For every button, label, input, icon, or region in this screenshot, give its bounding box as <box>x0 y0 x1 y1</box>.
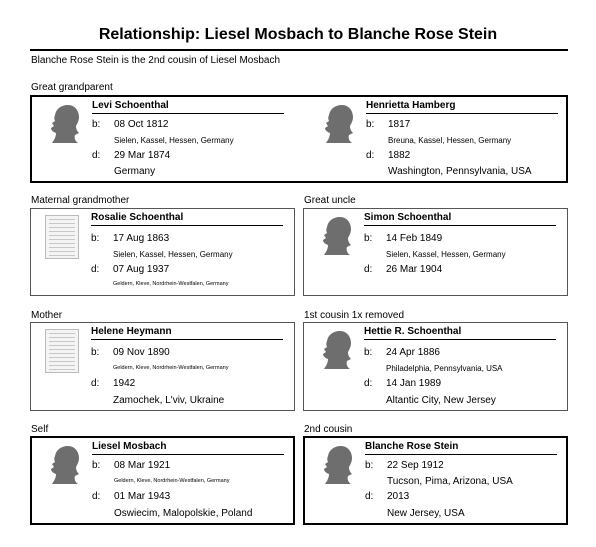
person-card-hettie[interactable] <box>303 322 568 411</box>
birth-date: 08 Oct 1812 <box>114 119 169 130</box>
person-name: Liesel Mosbach <box>92 441 284 455</box>
death-place: Washington, Pennsylvania, USA <box>388 166 532 177</box>
person-name: Blanche Rose Stein <box>365 441 557 455</box>
birth-label: b: <box>364 347 373 358</box>
birth-place: Sielen, Kassel, Hessen, Germany <box>386 250 506 259</box>
label-great-uncle: Great uncle <box>304 195 356 206</box>
death-date: 1942 <box>113 378 136 389</box>
birth-date: 17 Aug 1863 <box>113 233 170 244</box>
silhouette-icon <box>318 215 356 259</box>
person-name: Hettie R. Schoenthal <box>364 326 556 340</box>
birth-place: Sielen, Kassel, Hessen, Germany <box>113 250 233 259</box>
death-date: 07 Aug 1937 <box>113 264 170 275</box>
label-great-grandparent: Great grandparent <box>31 82 113 93</box>
label-self: Self <box>31 424 49 435</box>
death-date: 2013 <box>387 491 410 502</box>
death-label: d: <box>92 150 101 161</box>
death-place: Zamochek, L'viv, Ukraine <box>113 395 225 406</box>
label-mother: Mother <box>31 310 63 321</box>
death-label: d: <box>91 264 100 275</box>
birth-place: Geldern, Kleve, Nordrhein-Westfalen, Germany <box>114 478 230 484</box>
death-date: 29 Mar 1874 <box>114 150 171 161</box>
person-card-simon[interactable] <box>303 208 568 296</box>
birth-date: 09 Nov 1890 <box>113 347 170 358</box>
birth-place: Tucson, Pima, Arizona, USA <box>387 476 513 487</box>
silhouette-icon <box>318 329 356 373</box>
silhouette-icon <box>320 103 358 147</box>
person-name: Simon Schoenthal <box>364 212 556 226</box>
birth-label: b: <box>365 460 374 471</box>
death-date: 26 Mar 1904 <box>386 264 443 275</box>
birth-date: 1817 <box>388 119 411 130</box>
death-date: 1882 <box>388 150 411 161</box>
birth-date: 22 Sep 1912 <box>387 460 444 471</box>
birth-place: Sielen, Kassel, Hessen, Germany <box>114 136 234 145</box>
death-place: Germany <box>114 166 156 177</box>
birth-place: Breuna, Kassel, Hessen, Germany <box>388 136 512 145</box>
death-label: d: <box>92 491 101 502</box>
death-date: 14 Jan 1989 <box>386 378 442 389</box>
document-icon <box>45 329 79 373</box>
birth-date: 24 Apr 1886 <box>386 347 440 358</box>
death-label: d: <box>365 491 374 502</box>
death-date: 01 Mar 1943 <box>114 491 171 502</box>
relationship-summary: Blanche Rose Stein is the 2nd cousin of Liesel Mosbach <box>31 55 281 66</box>
birth-place: Philadelphia, Pennsylvania, USA <box>386 364 503 373</box>
birth-place: Geldern, Kleve, Nordrhein-Westfalen, Germany <box>113 365 229 371</box>
person-name: Rosalie Schoenthal <box>91 212 283 226</box>
person-name: Henrietta Hamberg <box>366 100 558 114</box>
person-card-blanche[interactable] <box>303 436 568 525</box>
document-icon <box>45 215 79 259</box>
birth-label: b: <box>92 119 101 130</box>
death-place: Altantic City, New Jersey <box>386 395 496 406</box>
death-label: d: <box>366 150 375 161</box>
death-place: New Jersey, USA <box>387 508 465 519</box>
birth-label: b: <box>366 119 375 130</box>
birth-date: 08 Mar 1921 <box>114 460 171 471</box>
birth-label: b: <box>91 233 100 244</box>
silhouette-icon <box>46 444 84 488</box>
death-place: Oswiecim, Malopolskie, Poland <box>114 508 253 519</box>
person-card-levi[interactable] <box>32 97 286 175</box>
label-second-cousin: 2nd cousin <box>304 424 353 435</box>
title-divider <box>30 49 568 51</box>
person-card-helene[interactable] <box>30 322 295 411</box>
label-maternal-grandmother: Maternal grandmother <box>31 195 130 206</box>
death-place: Geldern, Kleve, Nordrhein-Westfalen, Germany <box>113 281 229 287</box>
person-name: Helene Heymann <box>91 326 283 340</box>
birth-label: b: <box>91 347 100 358</box>
label-first-cousin: 1st cousin 1x removed <box>304 310 405 321</box>
person-card-liesel[interactable] <box>30 436 295 525</box>
silhouette-icon <box>46 103 84 147</box>
person-card-henrietta[interactable] <box>306 97 560 175</box>
death-label: d: <box>364 378 373 389</box>
death-label: d: <box>91 378 100 389</box>
birth-date: 14 Feb 1849 <box>386 233 443 244</box>
death-label: d: <box>364 264 373 275</box>
person-card-rosalie[interactable] <box>30 208 295 296</box>
silhouette-icon <box>319 444 357 488</box>
person-name: Levi Schoenthal <box>92 100 284 114</box>
page-title: Relationship: Liesel Mosbach to Blanche Rose Stein <box>98 26 498 43</box>
birth-label: b: <box>92 460 101 471</box>
birth-label: b: <box>364 233 373 244</box>
